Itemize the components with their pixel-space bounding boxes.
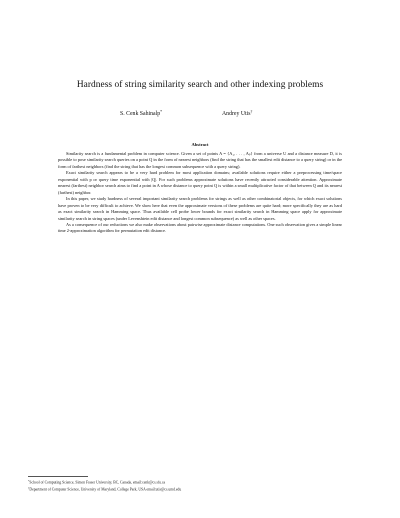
paper-title: Hardness of string similarity search and other indexing problems: [76, 80, 324, 90]
author-1: [120, 110, 162, 117]
abstract-paragraph-3: In this paper, we study hardness of several important similarity search problems for strings as well as other combinatorial objects, for which exact solutions have proven to be very difficult to achieve. We show here that even the approximate versions of these problems are quite hard; more specifically they are as hard as exact similarity search in Hamming space. Thus available cell probe lower bounds for exact similarity search in Hamming space apply for approximate similarity search in string spaces (under Levenshtein edit distance and longest common subsequence) as well as other spaces.: [58, 196, 342, 221]
footnote-1-mark: *: [28, 480, 30, 483]
footnote-2: [28, 486, 368, 493]
footnote-divider: [28, 476, 88, 477]
abstract-heading: Abstract: [191, 142, 209, 147]
author-2-footnote-mark: †: [250, 110, 253, 114]
footnote-1: [28, 479, 368, 486]
footnote-2-text: Department of Computer Science, University of Maryland, College Park, USA email:utis@cs.umd.edu: [29, 487, 182, 492]
abstract-paragraph-1: Similarity search is a fundamental problem in computer science. Given a set of points A = {A₁, . . . , Aₚ} from a universe U and a distance measure D, it is possible to pose similarity search queries on a point Q in the form of nearest neighbors (find the string that has the smallest edit distance to a query string) or in the form of farthest neighbors (find the string that has the longest common subsequence with a query string).: [58, 151, 342, 169]
author-1-footnote-mark: *: [160, 110, 163, 114]
footnotes: [28, 479, 368, 492]
abstract-paragraph-4: As a consequence of our reductions we also make observations about pairwise approximate distance computations. One such observation gives a simple linear time 2-approximation algorithm for permutation edit distance.: [58, 221, 342, 234]
author-2: [222, 110, 252, 117]
author-1-name: S. Cenk Sahinalp: [120, 111, 161, 117]
footnote-1-text: School of Computing Science, Simon Fraser University, BC, Canada, email:cenk@cs.sfu.ca: [29, 480, 166, 485]
author-2-name: Andrey Utis: [222, 111, 251, 117]
abstract-body: [58, 151, 342, 235]
footnote-2-mark: †: [28, 486, 30, 490]
abstract-paragraph-2: Exact similarity search appears to be a very hard problem for most application domains; available solutions require either a preprocessing time/space exponential with p or query time exponential with |Q|. For such problems approximate solutions have recently attracted considerable attention. Approximate nearest (farthest) neighbor search aims to find a point in A whose distance to query point Q is within a small multiplicative factor of that between Q and its nearest (farthest) neighbor.: [58, 170, 342, 195]
